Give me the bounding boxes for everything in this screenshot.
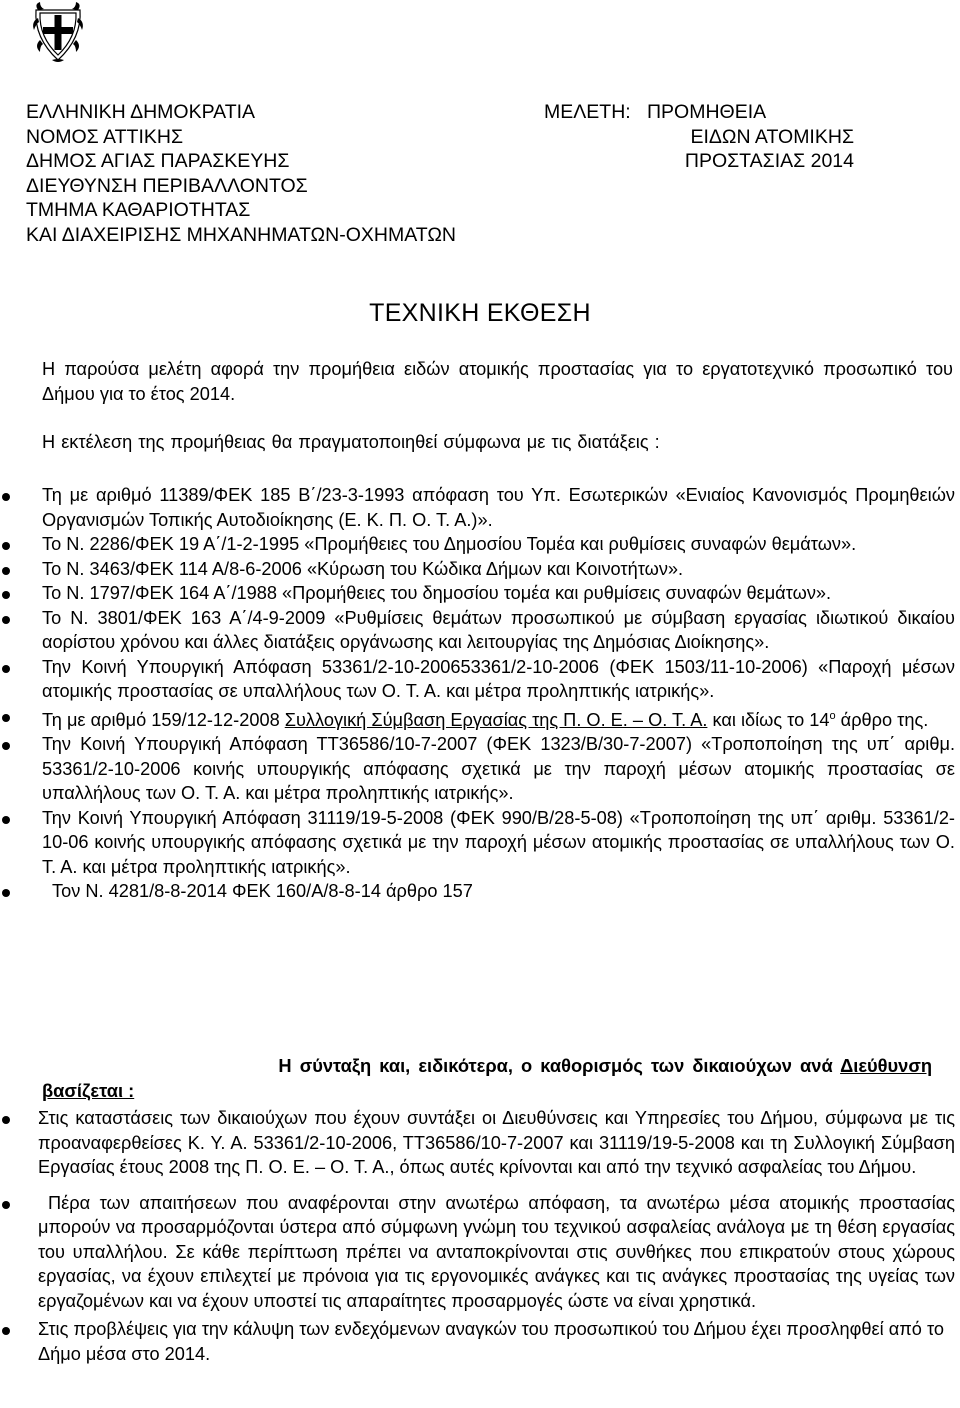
bullet-icon [2,889,10,897]
header-line-department: ΤΜΗΜΑ ΚΑΘΑΡΙΟΤΗΤΑΣ [26,199,251,222]
bullet-icon [2,493,10,501]
basis-list [0,1106,955,1366]
header-line-prefecture: ΝΟΜΟΣ ΑΤΤΙΚΗΣ [26,125,183,148]
provision-text: Την Κοινή Υπουργική Απόφαση 53361/2-10-200653361/2-10-2006 (ΦΕΚ 1503/11-10-2006) «Παροχή μέσων ατομικής προστασίας σε υπαλλήλους των Ο. Τ. Α. και μέτρα προληπτικής ιατρικής». [42,656,955,701]
header-line-directorate: ΔΙΕΥΘΥΝΣΗ ΠΕΡΙΒΑΛΛΟΝΤΟΣ [26,174,308,197]
bullet-icon [2,567,10,575]
collective-agreement-link-text: Συλλογική Σύμβαση Εργασίας της Π. Ο. Ε. – Ο. Τ. Α. [284,709,708,730]
intro-paragraph: Η παρούσα μελέτη αφορά την προμήθεια ειδών ατομικής προστασίας για το εργατοτεχνικό προσωπικό του Δήμου για το έτος 2014. [42,359,953,404]
provision-text: Τη με αριθμό 11389/ΦΕΚ 185 Β΄/23-3-1993 απόφαση του Υπ. Εσωτερικών «Ενιαίος Κανονισμός Προμηθειών Οργανισμών Τοπικής Αυτοδιοίκησης (Ε. Κ. Π. Ο. Τ. Α.)». [42,485,955,530]
provision-text-pre: Τη με αριθμό 159/12-12-2008 [42,709,285,730]
bullet-icon [2,616,10,624]
list-item [0,806,955,880]
header-line-municipality: ΔΗΜΟΣ ΑΓΙΑΣ ΠΑΡΑΣΚΕΥΗΣ [26,150,290,173]
bullet-icon [2,542,10,550]
list-item [0,1191,955,1314]
provision-text: Το Ν. 3801/ΦΕΚ 163 Α΄/4-9-2009 «Ρυθμίσεις θεμάτων προσωπικού με σύμβαση εργασίας ιδιωτικού δικαίου αορίστου χρόνου και άλλες διατάξεις οργάνωσης και λειτουργίας της Δημόσιας Διοίκησης». [42,607,955,652]
document-title: ΤΕΧΝΙΚΗ ΕΚΘΕΣΗ [369,299,591,327]
provision-text: Το Ν. 3463/ΦΕΚ 114 Α/8-6-2006 «Κύρωση του Κώδικα Δήμων και Κοινοτήτων». [42,558,684,579]
provision-text-mid: και ιδίως το 14 [707,709,830,730]
provision-text-post: άρθρο της. [835,709,929,730]
study-subject-header [544,100,854,174]
bullet-icon [2,1116,10,1124]
provision-text: Το Ν. 1797/ΦΕΚ 164 Α΄/1988 «Προμήθειες του δημοσίου τομέα και ρυθμίσεις συναφών θεμάτων». [42,583,832,603]
study-subject-line-2: ΕΙΔΩΝ ΑΤΟΜΙΚΗΣ [690,125,854,148]
basis-text: Στις καταστάσεις των δικαιούχων που έχουν συντάξει οι Διευθύνσεις και Υπηρεσίες του Δήμου, σύμφωνα με τις προαναφερθείσες Κ. Υ. Α. 53361/2-10-2006, ΤΤ36586/10-7-2007 και 31119/19-5-2008 και τη Συλλογική Σύμβαση Εργασίας έτους 2008 της Π. Ο. Ε. – Ο. Τ. Α., όπως αυτές κρίνονται και από την τεχνικό ασφαλείας του Δήμου. [38,1108,955,1177]
list-item [0,606,955,655]
list-item [0,704,955,733]
provision-text: Τον Ν. 4281/8-8-2014 ΦΕΚ 160/Α/8-8-14 άρθρο 157 [52,881,473,902]
basis-heading [42,1053,932,1103]
issuing-authority-header [26,100,456,248]
header-line-republic: ΕΛΛΗΝΙΚΗ ΔΗΜΟΚΡΑΤΙΑ [26,101,256,123]
bullet-icon [2,816,10,824]
provision-text: Το Ν. 2286/ΦΕΚ 19 Α΄/1-2-1995 «Προμήθειες του Δημοσίου Τομέα και ρυθμίσεις συναφών θεμάτων». [42,534,857,554]
list-item [0,581,955,606]
list-item [0,732,955,806]
list-item [0,655,955,704]
bullet-icon [2,591,10,599]
list-item [0,1317,955,1366]
header-line-department-cont: ΚΑΙ ΔΙΑΧΕΙΡΙΣΗΣ ΜΗΧΑΝΗΜΑΤΩΝ-ΟΧΗΜΑΤΩΝ [26,223,456,246]
list-item [0,879,955,904]
basis-text: Πέρα των απαιτήσεων που αναφέρονται στην ανωτέρω απόφαση, τα ανωτέρω μέσα ατομικής προστασίας μπορούν να προσαρμόζονται ύστερα από σύμφωνη γνώμη του τεχνικού ασφαλείας ανάλογα με τη θέση εργασίας του υπαλλήλου. Σε κάθε περίπτωση πρέπει να ανταποκρίνονται στις συνθήκες που επικρατούν στους χώρους εργασίας, να έχουν επιλεχτεί με πρόνοια για τις εργονομικές ανάγκες και τις ανάγκες προστασίας της υγείας των εργαζομένων και να έχουν υποστεί τις απαραίτητες προσαρμογές ώστε να είναι χρηστικά. [38,1192,955,1311]
study-label-line: ΜΕΛΕΤΗ: ΠΡΟΜΗΘΕΙΑ [544,101,767,123]
ordinal-superscript: ο [829,709,836,722]
bullet-icon [2,742,10,750]
basis-heading-text: Η σύνταξη και, ειδικότερα, ο καθορισμός των δικαιούχων ανά [278,1055,841,1076]
execution-statement: Η εκτέλεση της προμήθειας θα πραγματοποιηθεί σύμφωνα με τις διατάξεις : [42,432,660,452]
basis-heading-underlined: Διεύθυνση [840,1055,932,1076]
basis-heading-line-1 [42,1053,932,1078]
bullet-icon [2,714,10,722]
bullet-icon [2,1201,10,1209]
provision-text: Την Κοινή Υπουργική Απόφαση 31119/19-5-2008 (ΦΕΚ 990/Β/28-5-08) «Τροποποίηση της υπ΄ αριθμ. 53361/2-10-06 κοινής υπουργικής απόφασης σχετικά με την παροχή μέσων ατομικής προστασίας σε υπαλλήλους των Ο. Τ. Α. και μέτρα προληπτικής ιατρικής». [42,807,955,877]
bullet-icon [2,665,10,673]
legal-provisions-list [0,483,955,904]
basis-heading-line-2: βασίζεται : [42,1080,135,1101]
bullet-icon [2,1327,10,1335]
basis-text: Στις προβλέψεις για την κάλυψη των ενδεχόμενων αναγκών του προσωπικού του Δήμου έχει προσληφθεί από το Δήμο μέσα στο 2014. [38,1319,945,1364]
provision-text: Την Κοινή Υπουργική Απόφαση ΤΤ36586/10-7-2007 (ΦΕΚ 1323/Β/30-7-2007) «Τροποποίηση της υπ΄ αριθμ. 53361/2-10-2006 κοινής υπουργικής απόφασης σχετικά με την παροχή μέσων ατομικής προστασίας σε υπαλλήλους των Ο. Τ. Α. και μέτρα προληπτικής ιατρικής». [42,734,955,804]
list-item [0,532,955,557]
list-item [0,557,955,582]
list-item [0,483,955,532]
greek-coat-of-arms-emblem [30,0,86,64]
study-subject-line-3: ΠΡΟΣΤΑΣΙΑΣ 2014 [684,150,854,173]
list-item [0,1106,955,1180]
